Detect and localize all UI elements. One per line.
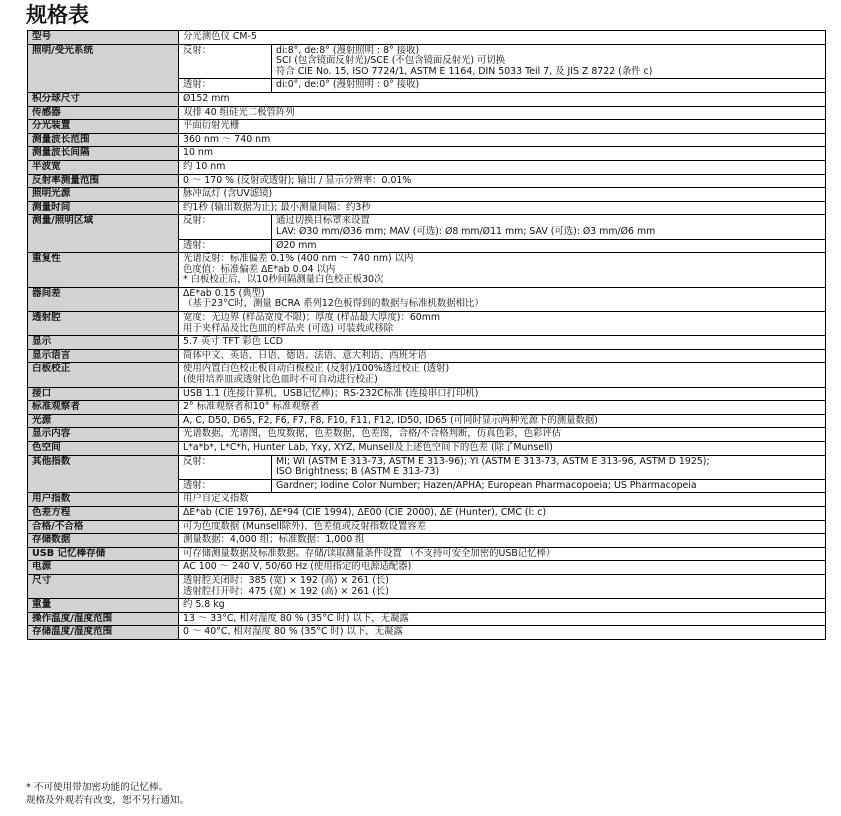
sub-spec-value: [272, 479, 826, 492]
footnote: * 不可使用带加密功能的记忆棒。: [26, 782, 169, 793]
spec-label: 操作温度/湿度范围: [28, 612, 179, 626]
spec-line: 2° 标准观察者和10° 标准观察者: [183, 401, 320, 413]
spec-value: [179, 414, 826, 428]
sub-spec-table: [179, 456, 825, 493]
spec-label: 显示: [28, 336, 179, 350]
spec-label: 积分球尺寸: [28, 92, 179, 106]
spec-label: 半波宽: [28, 160, 179, 174]
spec-line: 通过切换目标罩来设置: [276, 215, 370, 227]
spec-label: 测量波长间隔: [28, 147, 179, 161]
spec-row: [28, 401, 826, 415]
spec-value: [179, 574, 826, 598]
spec-line: 平面衍射光栅: [183, 120, 240, 132]
spec-line: 透射腔关闭时：385 (宽) × 192 (高) × 261 (长): [183, 574, 389, 586]
page-title: 规格表: [26, 3, 89, 27]
spec-line: 5.7 英寸 TFT 彩色 LCD: [183, 336, 283, 348]
spec-line: 用户自定义指数: [183, 493, 249, 505]
sub-spec-row: [179, 456, 825, 480]
spec-row: [28, 442, 826, 456]
spec-table: [27, 30, 826, 640]
spec-row: [28, 547, 826, 561]
spec-row: [28, 387, 826, 401]
spec-line: * 白板校正后，以10秒间隔测量白色校正板30次: [183, 274, 384, 286]
spec-label: 测量时间: [28, 201, 179, 215]
spec-line: 色度值：标准偏差 ΔE*ab 0.04 以内: [183, 263, 336, 275]
spec-line: ΔE*ab 0.15 (典型): [183, 287, 265, 299]
spec-value: [179, 336, 826, 350]
spec-line: di:0°, de:0° (漫射照明 : 0° 接收): [276, 79, 420, 91]
spec-line: 可存储测量数据及标准数据。存储/读取测量条件设置 （不支持可安全加密的USB记忆棒）: [183, 547, 556, 559]
spec-line: 符合 CIE No. 15, ISO 7724/1, ASTM E 1164, DIN 5033 Teil 7, 及 JIS Z 8722 (条件 c): [276, 65, 653, 77]
spec-line: USB 1.1 (连接计算机，USB记忆棒)；RS-232C标准 (连接串口打印机): [183, 387, 479, 399]
spec-label: 色空间: [28, 442, 179, 456]
spec-line: SCI (包含镜面反射光)/SCE (不包含镜面反射光) 可切换: [276, 55, 506, 67]
spec-label: 尺寸: [28, 574, 179, 598]
sub-spec-label: 透射：: [179, 239, 272, 252]
spec-value: [179, 561, 826, 575]
spec-value: [179, 160, 826, 174]
spec-line: 约 5.8 kg: [183, 599, 225, 611]
spec-label: 光源: [28, 414, 179, 428]
spec-line: 约1秒 (输出数据为止); 最小测量间隔：约3秒: [183, 201, 371, 213]
spec-value: [179, 106, 826, 120]
spec-line: Ø20 mm: [276, 239, 317, 251]
sub-spec-row: [179, 215, 825, 239]
spec-label: 存储温度/湿度范围: [28, 626, 179, 640]
spec-value: [179, 493, 826, 507]
spec-label: USB 记忆棒存储: [28, 547, 179, 561]
spec-line: 0 ～ 40°C, 相对湿度 80 % (35°C 时) 以下，无凝露: [183, 626, 403, 638]
spec-row: [28, 428, 826, 442]
spec-row: [28, 534, 826, 548]
sub-spec-value: [272, 45, 826, 79]
spec-row: [28, 349, 826, 363]
spec-row: [28, 414, 826, 428]
spec-line: 用于夹样品及比色皿的样品夹 (可选) 可装载或移除: [183, 322, 394, 334]
spec-label: 照明光源: [28, 188, 179, 202]
spec-label: 分光装置: [28, 120, 179, 134]
spec-line: 分光测色仪 CM-5: [183, 31, 257, 42]
spec-line: ΔE*ab (CIE 1976), ΔE*94 (CIE 1994), ΔE00 (CIE 2000), ΔE (Hunter), CMC (l: c): [183, 506, 547, 518]
spec-line: 双排 40 组硅光二极管阵列: [183, 106, 295, 118]
spec-row: [28, 574, 826, 598]
spec-value: [179, 599, 826, 613]
spec-label: 反射率测量范围: [28, 174, 179, 188]
spec-row: [28, 599, 826, 613]
spec-row: [28, 287, 826, 311]
sub-spec-table: [179, 215, 825, 252]
spec-value: [179, 188, 826, 202]
spec-row: [28, 188, 826, 202]
spec-line: 10 nm: [183, 147, 213, 159]
spec-row: [28, 336, 826, 350]
spec-row: [28, 147, 826, 161]
spec-line: 光谱反射：标准偏差 0.1% (400 nm ～ 740 nm) 以内: [183, 253, 414, 265]
spec-line: 约 10 nm: [183, 160, 226, 172]
spec-row: [28, 506, 826, 520]
spec-line: Gardner; Iodine Color Number; Hazen/APHA; European Pharmacopoeia; US Pharmacopeia: [276, 479, 697, 491]
spec-value: [179, 312, 826, 336]
spec-label: 接口: [28, 387, 179, 401]
spec-row: [28, 31, 826, 45]
sub-spec-row: [179, 45, 825, 79]
spec-value: [179, 387, 826, 401]
spec-label: 测量/照明区域: [28, 215, 179, 253]
spec-line: 测量数据：4,000 组；标准数据：1,000 组: [183, 534, 365, 546]
spec-line: ISO Brightness; B (ASTM E 313-73): [276, 466, 440, 478]
spec-line: 使用内置白色校正板自动白板校正 (反射)/100%透过校正 (透射): [183, 363, 450, 375]
footnote: 规格及外观若有改变，恕不另行通知。: [26, 794, 190, 806]
spec-row: [28, 106, 826, 120]
spec-row: [28, 363, 826, 387]
sub-spec-label: 透射：: [179, 79, 272, 92]
spec-label: 合格/不合格: [28, 520, 179, 534]
sub-spec-row: [179, 479, 825, 492]
spec-value: [179, 401, 826, 415]
spec-value: [179, 44, 826, 92]
spec-label: 照明/受光系统: [28, 44, 179, 92]
spec-line: 0 ～ 170 % (反射或透射); 输出 / 显示分辨率：0.01%: [183, 174, 412, 186]
spec-value: [179, 506, 826, 520]
spec-value: [179, 31, 826, 45]
spec-label: 色差方程: [28, 506, 179, 520]
sub-spec-label: 透射：: [179, 479, 272, 492]
spec-row: [28, 215, 826, 253]
spec-line: AC 100 ～ 240 V, 50/60 Hz (使用指定的电源适配器): [183, 561, 412, 573]
spec-label: 型号: [28, 31, 179, 45]
sub-spec-label: 反射：: [179, 215, 272, 239]
spec-value: [179, 612, 826, 626]
spec-label: 标准观察者: [28, 401, 179, 415]
spec-row: [28, 120, 826, 134]
spec-line: 13 ～ 33°C, 相对湿度 80 % (35°C 时) 以下，无凝露: [183, 612, 409, 624]
spec-label: 透射腔: [28, 312, 179, 336]
sub-spec-value: [272, 79, 826, 92]
spec-label: 电源: [28, 561, 179, 575]
spec-row: [28, 561, 826, 575]
sub-spec-table: [179, 45, 825, 92]
sub-spec-row: [179, 239, 825, 252]
spec-label: 用户指数: [28, 493, 179, 507]
spec-value: [179, 520, 826, 534]
spec-label: 测量波长范围: [28, 133, 179, 147]
spec-value: [179, 201, 826, 215]
spec-row: [28, 133, 826, 147]
footnotes: [26, 782, 189, 807]
sub-spec-value: [272, 215, 826, 239]
spec-value: [179, 349, 826, 363]
spec-line: (使用培养皿或透射比色皿时不可自动进行校正): [183, 374, 378, 386]
spec-row: [28, 312, 826, 336]
spec-line: 脉冲氙灯 (含UV滤镜): [183, 188, 273, 200]
spec-line: L*a*b*, L*C*h, Hunter Lab, Yxy, XYZ, Munsell及上述色空间下的色差 (除了Munsell): [183, 442, 553, 453]
spec-value: [179, 147, 826, 161]
spec-row: [28, 201, 826, 215]
spec-value: [179, 428, 826, 442]
spec-value: [179, 534, 826, 548]
spec-row: [28, 493, 826, 507]
spec-line: A, C, D50, D65, F2, F6, F7, F8, F10, F11, F12, ID50, ID65 (可同时显示两种光源下的测量数据): [183, 414, 598, 426]
spec-label: 其他指数: [28, 455, 179, 493]
spec-row: [28, 520, 826, 534]
spec-line: MI; WI (ASTM E 313-73, ASTM E 313-96); YI (ASTM E 313-73, ASTM E 313-96, ASTM D 1925);: [276, 455, 710, 467]
spec-value: [179, 174, 826, 188]
spec-line: LAV: Ø30 mm/Ø36 mm; MAV (可选): Ø8 mm/Ø11 mm; SAV (可选): Ø3 mm/Ø6 mm: [276, 225, 656, 237]
spec-row: [28, 455, 826, 493]
sub-spec-label: 反射：: [179, 45, 272, 79]
spec-label: 器间差: [28, 287, 179, 311]
spec-value: [179, 287, 826, 311]
sub-spec-value: [272, 456, 826, 480]
spec-line: 可为色度数据 (Munsell除外)、色差值或反射指数设置容差: [183, 520, 427, 532]
spec-value: [179, 442, 826, 456]
spec-line: 透射腔打开时：475 (宽) × 192 (高) × 261 (长): [183, 585, 389, 597]
spec-row: [28, 626, 826, 640]
spec-label: 存储数据: [28, 534, 179, 548]
spec-value: [179, 133, 826, 147]
spec-value: [179, 455, 826, 493]
spec-row: [28, 44, 826, 92]
spec-label: 白板校正: [28, 363, 179, 387]
spec-label: 重量: [28, 599, 179, 613]
spec-row: [28, 160, 826, 174]
spec-row: [28, 92, 826, 106]
spec-line: 简体中文、英语、日语、德语、法语、意大利语、西班牙语: [183, 349, 427, 361]
spec-label: 显示内容: [28, 428, 179, 442]
spec-label: 显示语言: [28, 349, 179, 363]
spec-line: 360 nm ～ 740 nm: [183, 133, 271, 145]
spec-label: 重复性: [28, 253, 179, 288]
spec-row: [28, 174, 826, 188]
spec-value: [179, 253, 826, 288]
spec-row: [28, 612, 826, 626]
spec-value: [179, 92, 826, 106]
spec-line: 光谱数据，光谱图，色度数据，色差数据，色差图，合格/不合格判断，仿真色彩，色彩评估: [183, 428, 562, 440]
spec-value: [179, 120, 826, 134]
sub-spec-row: [179, 79, 825, 92]
spec-value: [179, 626, 826, 640]
spec-label: 传感器: [28, 106, 179, 120]
spec-line: Ø152 mm: [183, 92, 230, 104]
spec-row: [28, 253, 826, 288]
spec-line: di:8°, de:8° (漫射照明 : 8° 接收): [276, 44, 420, 56]
spec-value: [179, 363, 826, 387]
spec-value: [179, 215, 826, 253]
spec-line: 宽度：无边界 (样品宽度不限)；厚度 (样品最大厚度)：60mm: [183, 312, 441, 324]
spec-line: （基于23°C时，测量 BCRA 系列12色板得到的数据与标准机数据相比）: [183, 298, 484, 310]
sub-spec-value: [272, 239, 826, 252]
spec-value: [179, 547, 826, 561]
sub-spec-label: 反射：: [179, 456, 272, 480]
